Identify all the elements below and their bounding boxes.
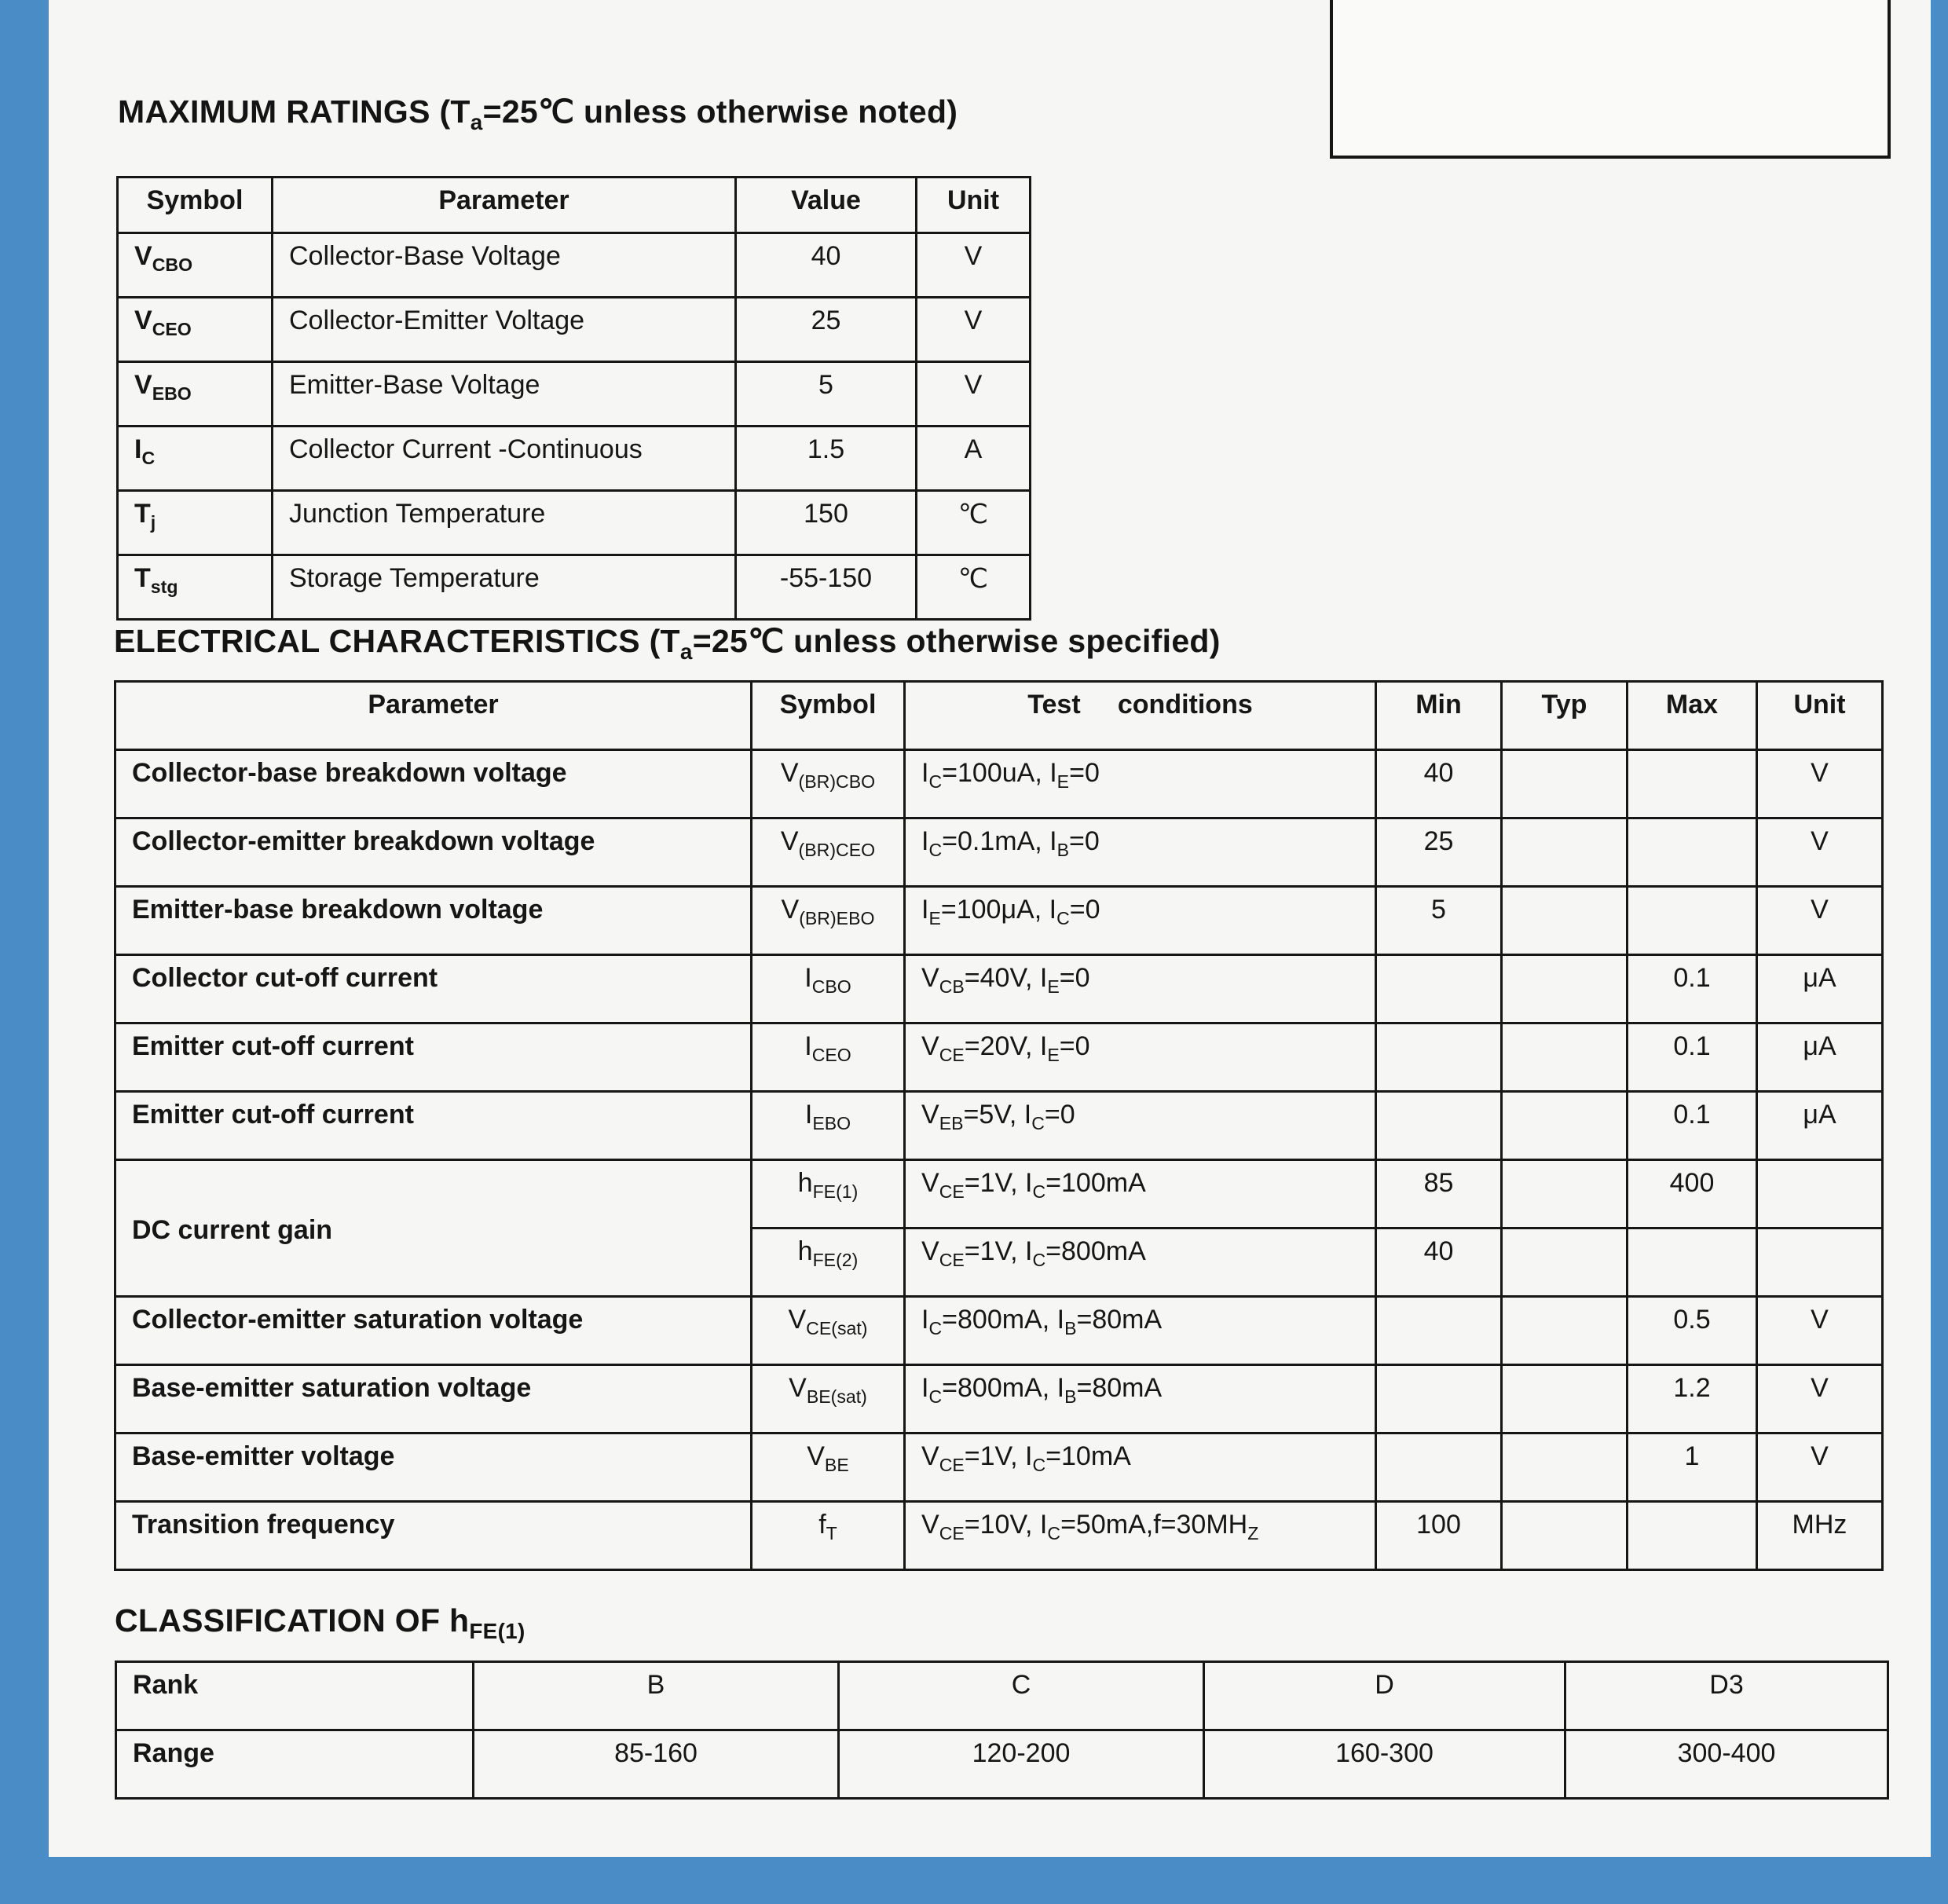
unit-cell: μA [1757, 1092, 1883, 1160]
table-row [115, 818, 1883, 887]
unit-cell: V [1757, 887, 1883, 955]
parameter-cell: Emitter cut-off current [115, 1023, 752, 1092]
parameter-cell: Emitter-Base Voltage [273, 362, 736, 427]
column-header: Min [1376, 682, 1502, 750]
value-cell: 40 [736, 233, 917, 298]
min-cell [1376, 955, 1502, 1023]
symbol-cell: $V_{(BR)CEO}$ [752, 818, 905, 887]
unit-cell: μA [1757, 1023, 1883, 1092]
table-header-row [115, 682, 1883, 750]
unit-cell: A [917, 427, 1031, 491]
unit-cell: ℃ [917, 555, 1031, 620]
symbol-cell: $V_{CBO}$ [118, 233, 273, 298]
unit-cell: μA [1757, 955, 1883, 1023]
row-label-cell: Range [116, 1730, 474, 1799]
min-cell [1376, 1092, 1502, 1160]
conditions-cell: $I_C=0.1mA$, $I_B=0$ [905, 818, 1376, 887]
conditions-cell: $I_C=100uA$, $I_E=0$ [905, 750, 1376, 818]
table-row [115, 1092, 1883, 1160]
symbol-cell: $V_{CEO}$ [118, 298, 273, 362]
parameter-cell: Junction Temperature [273, 491, 736, 555]
symbol-cell: $h_{FE(2)}$ [752, 1228, 905, 1297]
rank-cell: D3 [1565, 1662, 1888, 1730]
max-cell: 0.1 [1628, 955, 1757, 1023]
electrical-characteristics-heading: ELECTRICAL CHARACTERISTICS ($T_a=25℃$ unless otherwise specified) [114, 623, 1221, 665]
unit-cell [1757, 1228, 1883, 1297]
min-cell: 100 [1376, 1502, 1502, 1570]
rank-cell: D [1204, 1662, 1565, 1730]
parameter-cell: Collector Current -Continuous [273, 427, 736, 491]
value-cell: -55-150 [736, 555, 917, 620]
table-row [118, 555, 1031, 620]
conditions-cell: $I_C=800mA$, $I_B=80mA$ [905, 1297, 1376, 1365]
row-label-cell: Rank [116, 1662, 474, 1730]
max-cell [1628, 750, 1757, 818]
table-row [115, 1433, 1883, 1502]
symbol-cell: $I_{CBO}$ [752, 955, 905, 1023]
typ-cell [1502, 887, 1628, 955]
max-cell [1628, 887, 1757, 955]
table-row [118, 427, 1031, 491]
conditions-cell: $I_E=100\mu A$, $I_C=0$ [905, 887, 1376, 955]
parameter-cell: Base-emitter voltage [115, 1433, 752, 1502]
min-cell: 5 [1376, 887, 1502, 955]
min-cell: 85 [1376, 1160, 1502, 1228]
typ-cell [1502, 1297, 1628, 1365]
min-cell [1376, 1023, 1502, 1092]
conditions-cell: $V_{CE}=20V$, $I_E=0$ [905, 1023, 1376, 1092]
parameter-cell: Collector-base breakdown voltage [115, 750, 752, 818]
max-cell [1628, 818, 1757, 887]
symbol-cell: $h_{FE(1)}$ [752, 1160, 905, 1228]
column-header: Parameter [273, 178, 736, 233]
typ-cell [1502, 818, 1628, 887]
value-cell: 150 [736, 491, 917, 555]
parameter-cell: Collector cut-off current [115, 955, 752, 1023]
unit-cell: V [1757, 1433, 1883, 1502]
table-row [115, 1365, 1883, 1433]
unit-cell: V [917, 362, 1031, 427]
typ-cell [1502, 1502, 1628, 1570]
max-cell: 0.5 [1628, 1297, 1757, 1365]
parameter-cell: Base-emitter saturation voltage [115, 1365, 752, 1433]
column-header: Symbol [752, 682, 905, 750]
table-row [118, 362, 1031, 427]
parameter-cell: Emitter-base breakdown voltage [115, 887, 752, 955]
typ-cell [1502, 1433, 1628, 1502]
column-header: Unit [917, 178, 1031, 233]
table-row [115, 750, 1883, 818]
typ-cell [1502, 1092, 1628, 1160]
column-header: Max [1628, 682, 1757, 750]
min-cell: 25 [1376, 818, 1502, 887]
table-row [116, 1662, 1888, 1730]
max-cell: 400 [1628, 1160, 1757, 1228]
typ-cell [1502, 1365, 1628, 1433]
column-header: Symbol [118, 178, 273, 233]
table-row [116, 1730, 1888, 1799]
max-cell [1628, 1228, 1757, 1297]
min-cell [1376, 1297, 1502, 1365]
parameter-cell: Collector-emitter saturation voltage [115, 1297, 752, 1365]
symbol-cell: $I_{EBO}$ [752, 1092, 905, 1160]
parameter-cell: DC current gain [115, 1160, 752, 1297]
symbol-cell: $I_{CEO}$ [752, 1023, 905, 1092]
typ-cell [1502, 750, 1628, 818]
unit-cell: V [917, 298, 1031, 362]
unit-cell: MHz [1757, 1502, 1883, 1570]
max-cell: 0.1 [1628, 1092, 1757, 1160]
typ-cell [1502, 1023, 1628, 1092]
table-row [115, 887, 1883, 955]
electrical-characteristics-table [114, 680, 1884, 1571]
conditions-cell: $I_C=800mA$, $I_B=80mA$ [905, 1365, 1376, 1433]
table-row [115, 1160, 1883, 1228]
parameter-cell: Emitter cut-off current [115, 1092, 752, 1160]
table-row [115, 955, 1883, 1023]
symbol-cell: $I_C$ [118, 427, 273, 491]
parameter-cell: Collector-Emitter Voltage [273, 298, 736, 362]
min-cell: 40 [1376, 1228, 1502, 1297]
parameter-cell: Collector-Base Voltage [273, 233, 736, 298]
parameter-cell: Transition frequency [115, 1502, 752, 1570]
max-cell [1628, 1502, 1757, 1570]
value-cell: 25 [736, 298, 917, 362]
hfe-classification-table [115, 1661, 1889, 1800]
symbol-cell: $V_{(BR)EBO}$ [752, 887, 905, 955]
typ-cell [1502, 955, 1628, 1023]
conditions-cell: $V_{CB}=40V$, $I_E=0$ [905, 955, 1376, 1023]
conditions-cell: $V_{CE}=10V$, $I_C=50mA,f=30MH_Z$ [905, 1502, 1376, 1570]
symbol-cell: $V_{CE(sat)}$ [752, 1297, 905, 1365]
range-cell: 160-300 [1204, 1730, 1565, 1799]
max-cell: 0.1 [1628, 1023, 1757, 1092]
column-header: Test conditions [905, 682, 1376, 750]
value-cell: 1.5 [736, 427, 917, 491]
table-header-row [118, 178, 1031, 233]
max-cell: 1 [1628, 1433, 1757, 1502]
unit-cell: V [1757, 818, 1883, 887]
column-header: Value [736, 178, 917, 233]
symbol-cell: $T_j$ [118, 491, 273, 555]
range-cell: 85-160 [474, 1730, 839, 1799]
rank-cell: B [474, 1662, 839, 1730]
parameter-cell: Storage Temperature [273, 555, 736, 620]
symbol-cell: $V_{(BR)CBO}$ [752, 750, 905, 818]
page [49, 0, 1931, 1857]
table-row [115, 1297, 1883, 1365]
min-cell: 40 [1376, 750, 1502, 818]
range-cell: 120-200 [839, 1730, 1204, 1799]
unit-cell: V [1757, 1297, 1883, 1365]
table-row [115, 1023, 1883, 1092]
classification-heading: CLASSIFICATION OF $h_{FE(1)}$ [115, 1602, 525, 1644]
parameter-cell: Collector-emitter breakdown voltage [115, 818, 752, 887]
typ-cell [1502, 1160, 1628, 1228]
value-cell: 5 [736, 362, 917, 427]
conditions-cell: $V_{EB}=5V$, $I_C=0$ [905, 1092, 1376, 1160]
max-cell: 1.2 [1628, 1365, 1757, 1433]
table-row [115, 1502, 1883, 1570]
symbol-cell: $f_T$ [752, 1502, 905, 1570]
conditions-cell: $V_{CE}=1V$, $I_C=800mA$ [905, 1228, 1376, 1297]
range-cell: 300-400 [1565, 1730, 1888, 1799]
column-header: Parameter [115, 682, 752, 750]
min-cell [1376, 1365, 1502, 1433]
symbol-cell: $T_{stg}$ [118, 555, 273, 620]
max-ratings-table [116, 176, 1031, 621]
unit-cell: ℃ [917, 491, 1031, 555]
conditions-cell: $V_{CE}=1V$, $I_C=100mA$ [905, 1160, 1376, 1228]
max-ratings-heading: MAXIMUM RATINGS ($T_a=25℃$ unless otherwise noted) [118, 93, 958, 135]
column-header: Unit [1757, 682, 1883, 750]
table-row [118, 233, 1031, 298]
rank-cell: C [839, 1662, 1204, 1730]
blank-header-box [1330, 0, 1891, 159]
table-row [118, 491, 1031, 555]
unit-cell: V [1757, 1365, 1883, 1433]
unit-cell: V [1757, 750, 1883, 818]
table-row [118, 298, 1031, 362]
min-cell [1376, 1433, 1502, 1502]
symbol-cell: $V_{BE(sat)}$ [752, 1365, 905, 1433]
unit-cell: V [917, 233, 1031, 298]
symbol-cell: $V_{BE}$ [752, 1433, 905, 1502]
conditions-cell: $V_{CE}=1V$, $I_C=10mA$ [905, 1433, 1376, 1502]
unit-cell [1757, 1160, 1883, 1228]
column-header: Typ [1502, 682, 1628, 750]
symbol-cell: $V_{EBO}$ [118, 362, 273, 427]
typ-cell [1502, 1228, 1628, 1297]
